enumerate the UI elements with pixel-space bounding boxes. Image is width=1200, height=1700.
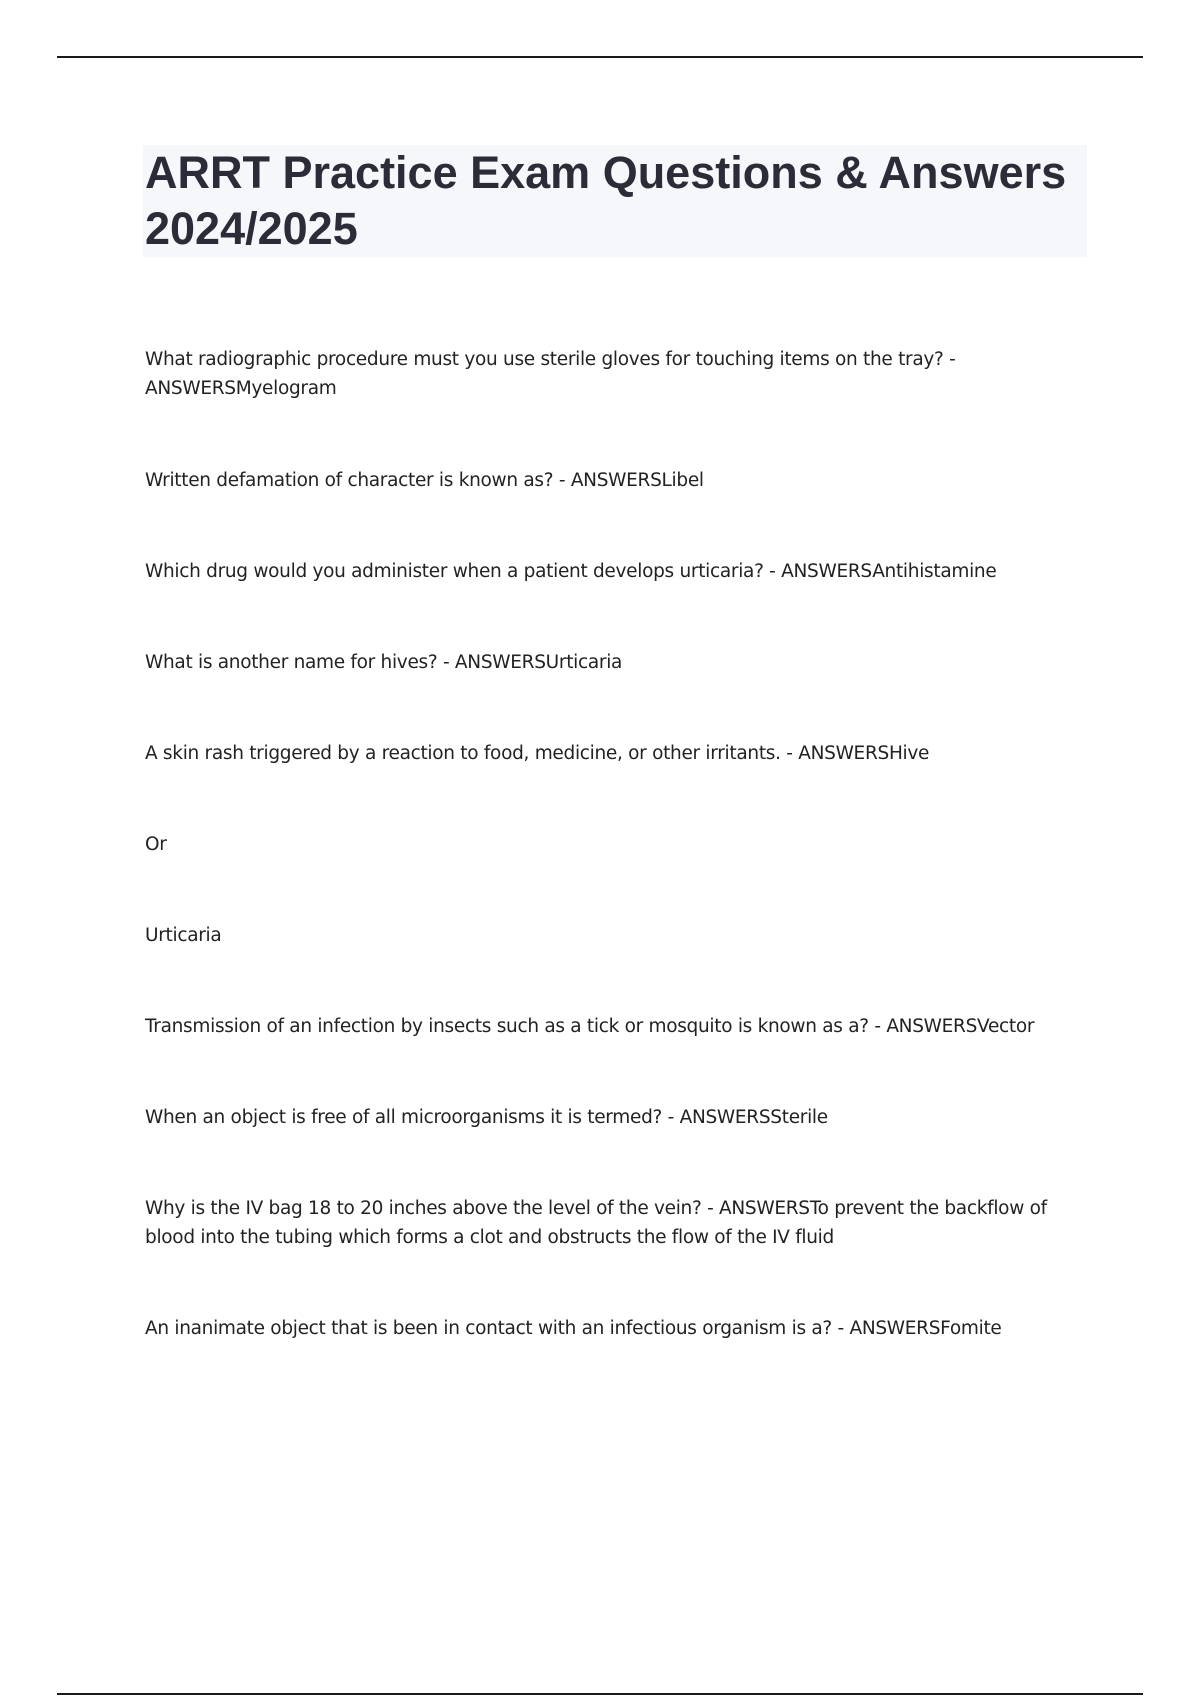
qa-entry: A skin rash triggered by a reaction to food, medicine, or other irritants. - ANSWERSHive [145,743,930,764]
qa-entry: Why is the IV bag 18 to 20 inches above the level of the vein? - ANSWERSTo prevent the backflow of blood into the tubing which forms a clot and obstructs the flow of the IV fluid [145,1198,1053,1248]
qa-entry: Urticaria [145,925,222,946]
qa-entry: Transmission of an infection by insects such as a tick or mosquito is known as a? - ANSWERSVector [145,1016,1035,1037]
qa-entry: What radiographic procedure must you use sterile gloves for touching items on the tray? - ANSWERSMyelogram [145,349,962,399]
bottom-rule [57,1693,1143,1695]
qa-entry: When an object is free of all microorganisms it is termed? - ANSWERSSterile [145,1107,828,1128]
title-banner [143,145,1087,257]
page-title: ARRT Practice Exam Questions & Answers 2024/2025 [145,147,1067,254]
qa-entry: Or [145,834,167,855]
qa-entry: Which drug would you administer when a patient develops urticaria? - ANSWERSAntihistamine [145,561,997,582]
top-rule [57,56,1143,58]
qa-entry: An inanimate object that is been in contact with an infectious organism is a? - ANSWERSFomite [145,1318,1002,1339]
qa-entry: Written defamation of character is known as? - ANSWERSLibel [145,470,704,491]
qa-entry: What is another name for hives? - ANSWERSUrticaria [145,652,623,673]
